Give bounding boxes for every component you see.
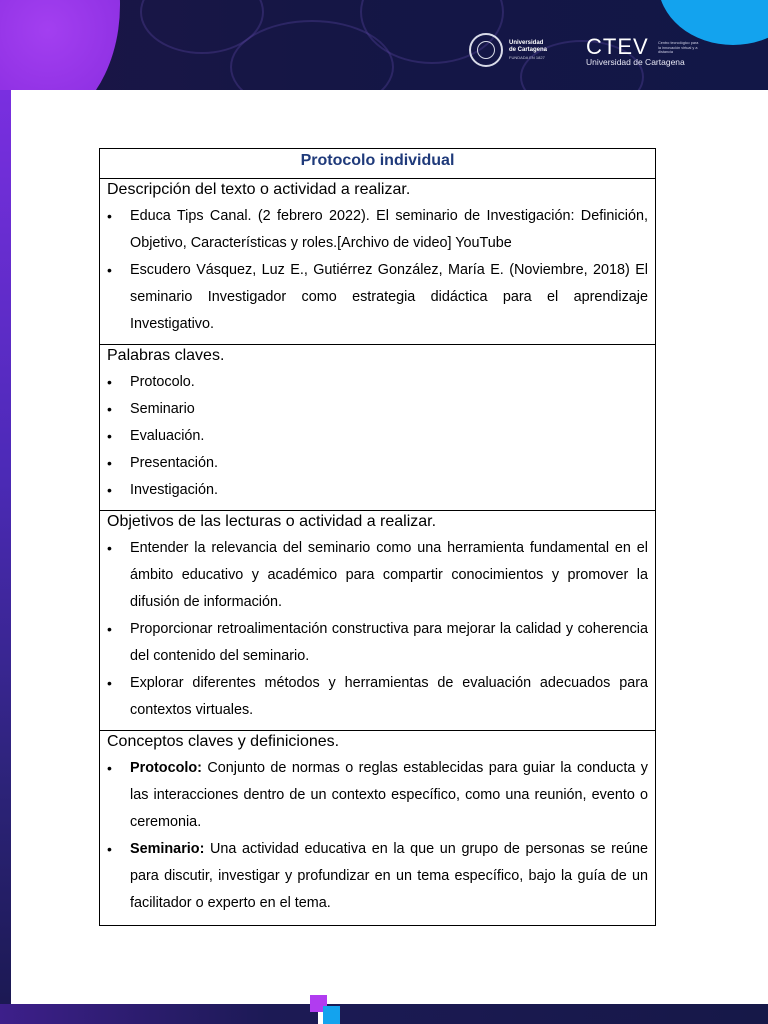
white-divider-decoration xyxy=(318,1012,323,1024)
document-title: Protocolo individual xyxy=(100,149,655,179)
definition-text: Una actividad educativa en la que un grupo de personas se reúne para discutir, investigar y profundizar en un tema específico, bajo la guía de un facilitador o experto en el tema. xyxy=(130,841,648,911)
purple-corner-shape xyxy=(0,0,120,90)
definition-term: Protocolo: xyxy=(130,760,202,776)
list-item: • Investigación. xyxy=(107,477,648,504)
section-key-concepts xyxy=(100,731,655,925)
list-item: • Seminario xyxy=(107,396,648,423)
ctev-subtitle: Universidad de Cartagena xyxy=(586,57,685,67)
university-name-line2: de Cartagena xyxy=(509,46,548,53)
section-heading: Descripción del texto o actividad a realizar. xyxy=(107,181,411,198)
protocol-table xyxy=(99,148,656,926)
list-item xyxy=(107,836,648,917)
section-heading: Palabras claves. xyxy=(107,347,225,364)
section-heading: Objetivos de las lecturas o actividad a realizar. xyxy=(107,513,437,530)
list-item: • Proporcionar retroalimentación constructiva para mejorar la calidad y coherencia del contenido del seminario. xyxy=(107,616,648,670)
cyan-square-decoration xyxy=(323,1006,340,1024)
list-item: • Explorar diferentes métodos y herramientas de evaluación adecuados para contextos virtuales. xyxy=(107,670,648,724)
bottom-band xyxy=(0,1004,768,1024)
list-item: • Educa Tips Canal. (2 febrero 2022). El seminario de Investigación: Definición, Objetivo, Características y roles.[Archivo de video] YouTube xyxy=(107,203,648,257)
left-decorative-strip xyxy=(0,90,11,1024)
list-item xyxy=(107,755,648,836)
list-item: • Escudero Vásquez, Luz E., Gutiérrez González, María E. (Noviembre, 2018) El seminario Investigador como estrategia didáctica para el aprendizaje Investigativo. xyxy=(107,257,648,338)
section-description xyxy=(100,179,655,345)
list-item: • Evaluación. xyxy=(107,423,648,450)
section-heading: Conceptos claves y definiciones. xyxy=(107,733,340,750)
header-band xyxy=(0,0,768,90)
list-item: • Entender la relevancia del seminario como una herramienta fundamental en el ámbito educativo y académico para compartir conocimientos y promover la difusión de información. xyxy=(107,535,648,616)
university-tagline: FUNDADA EN 1827 xyxy=(509,54,545,60)
university-seal-icon xyxy=(469,33,503,67)
ctev-acronym: CTEV xyxy=(586,34,649,59)
definition-text: Conjunto de normas o reglas establecidas para guiar la conducta y las interacciones dentro de un contexto específico, como una reunión, evento o ceremonia. xyxy=(130,760,648,830)
university-name-line1: Universidad xyxy=(509,39,544,46)
list-item: • Protocolo. xyxy=(107,369,648,396)
definition-term: Seminario: xyxy=(130,841,205,857)
universidad-de-cartagena-logo xyxy=(469,30,547,70)
ctev-logo xyxy=(586,34,699,67)
section-keywords xyxy=(100,345,655,511)
list-item: • Presentación. xyxy=(107,450,648,477)
ctev-tagline: Centro tecnológico para la innovación virtual y a distancia xyxy=(658,41,699,54)
section-objectives xyxy=(100,511,655,731)
